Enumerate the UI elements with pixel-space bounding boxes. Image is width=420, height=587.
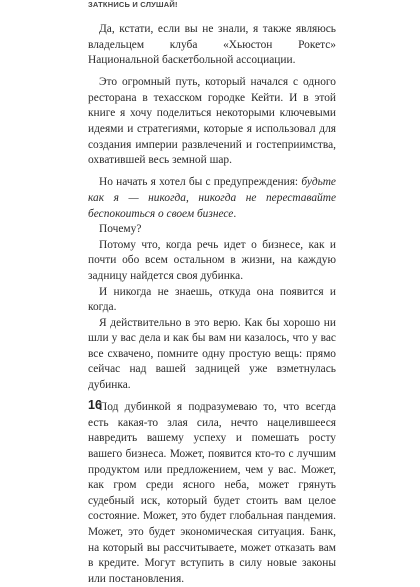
body-text xyxy=(88,22,336,587)
paragraph-warning xyxy=(88,175,336,222)
running-head: ЗАТКНИСЬ И СЛУШАЙ! xyxy=(88,0,178,9)
warning-emphasis: будьте как я — никогда, никогда не переставайте беспокоиться о своем бизнесе xyxy=(88,176,336,220)
paragraph: Это огромный путь, который начался с одного ресторана в техасском городке Кейти. И в этой книге я хочу поделиться некоторыми ключевыми идеями и стратегиями, которые я использовал для создания империи развлечений и гостеприимства, охватившей весь земной шар. xyxy=(88,76,336,167)
paragraph: Я действительно в это верю. Как бы хорошо ни шли у вас дела и как бы вам ни казалось, что у вас все схвачено, помните одну простую вещь: прямо сейчас над вашей задницей уже взметнулась дубинка. xyxy=(88,316,336,392)
warning-tail: . xyxy=(233,207,237,220)
warning-lead: Но начать я хотел бы с предупреждения: xyxy=(99,176,302,189)
paragraph: Почему? xyxy=(99,223,142,236)
paragraph: И никогда не знаешь, откуда она появится и когда. xyxy=(88,285,336,314)
paragraph: Потому что, когда речь идет о бизнесе, как и почти обо всем остальном в жизни, на каждую задницу найдется своя дубинка. xyxy=(88,238,336,282)
paragraph: Под дубинкой я подразумеваю то, что всегда есть какая-то злая сила, нечто нацелившееся навредить вашему успеху и помешать росту вашего бизнеса. Может, появится кто-то с лучшим продуктом или предложением, чем у вас. Может, как гром среди ясного неба, может грянуть судебный иск, который будет стоить вам целое состояние. Может, это будет глобальная пандемия. Может, это будет экономическая ситуация. Банк, на который вы рассчитываете, может отказать вам в кредите. Могут вступить в силу новые законы или постановления. xyxy=(88,401,336,585)
paragraph: Да, кстати, если вы не знали, я также являюсь владельцем клуба «Хьюстон Рокетс» Национальной баскетбольной ассоциации. xyxy=(88,23,336,67)
page-number: 16 xyxy=(88,398,102,412)
